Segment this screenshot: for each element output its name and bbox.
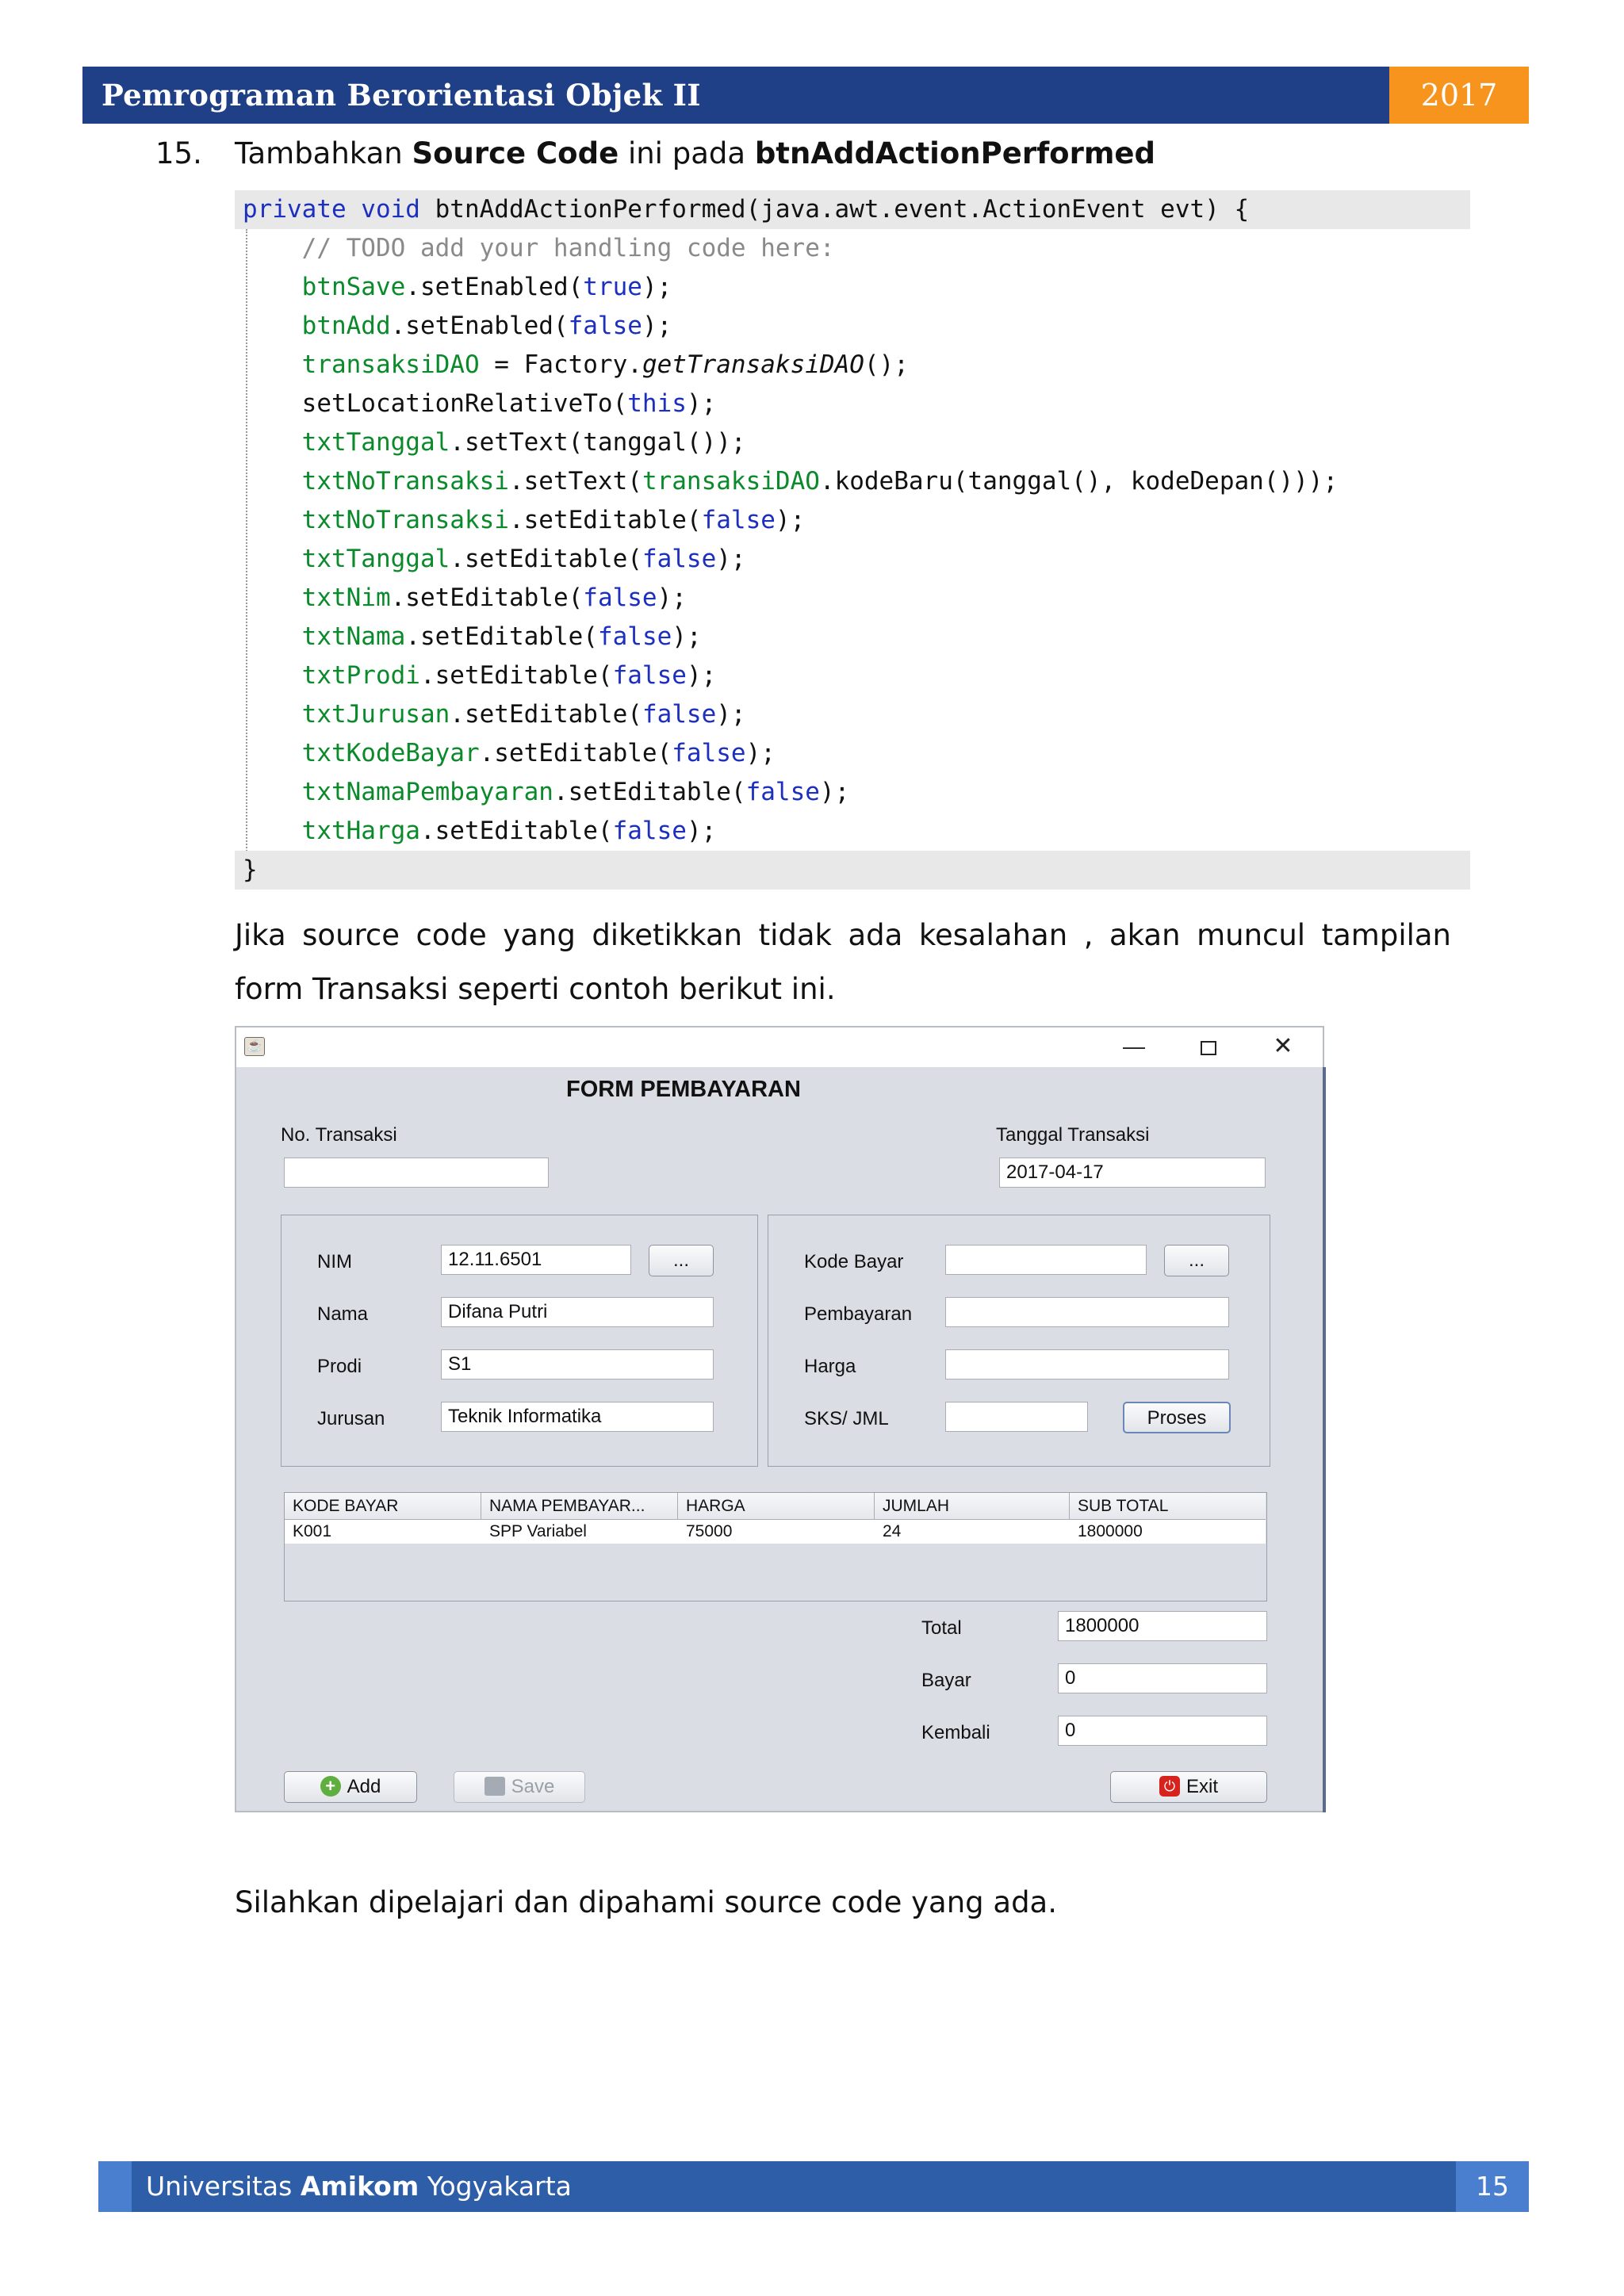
paragraph-closing: Silahkan dipelajari dan dipahami source code yang ada. <box>235 1885 1057 1919</box>
nim-label: NIM <box>317 1251 352 1272</box>
code-sig-rest: btnAddActionPerformed(java.awt.event.ActionEvent evt) { <box>435 195 1250 224</box>
tanggal-transaksi-label: Tanggal Transaksi <box>996 1124 1150 1146</box>
app-window <box>235 1026 1324 1812</box>
proses-button[interactable]: Proses <box>1123 1402 1231 1433</box>
step-middle: ini pada <box>627 136 746 170</box>
code-line <box>235 307 1470 346</box>
save-icon <box>485 1777 505 1796</box>
close-icon[interactable]: ✕ <box>1273 1033 1293 1059</box>
code-call: .setText( <box>508 467 642 496</box>
table-header-row <box>285 1493 1266 1520</box>
code-line <box>235 268 1470 307</box>
code-signature <box>235 190 1470 229</box>
code-line <box>235 812 1470 851</box>
step-bold-source-code: Source Code <box>412 136 619 170</box>
footer-university <box>146 2161 572 2212</box>
code-object: txtNoTransaksi <box>301 506 509 534</box>
code-closing: } <box>235 851 1470 890</box>
pembayaran-field[interactable] <box>945 1297 1229 1327</box>
harga-label: Harga <box>804 1356 856 1377</box>
header-title: Pemrograman Berorientasi Objek II <box>102 78 701 113</box>
jurusan-label: Jurusan <box>317 1408 385 1429</box>
pembayaran-label: Pembayaran <box>804 1303 913 1325</box>
code-line <box>235 579 1470 618</box>
code-argument: false <box>612 661 687 690</box>
window-edge <box>1323 1067 1326 1812</box>
code-argument: false <box>745 778 820 806</box>
code-line <box>235 695 1470 734</box>
code-argument: false <box>642 700 717 729</box>
code-argument: transaksiDAO <box>642 467 820 496</box>
table-header-sub-total[interactable]: SUB TOTAL <box>1078 1497 1169 1515</box>
page-header <box>82 67 1529 124</box>
kembali-label: Kembali <box>921 1722 990 1743</box>
code-object: txtProdi <box>301 661 420 690</box>
code-argument: this <box>627 389 687 418</box>
jurusan-field[interactable]: Teknik Informatika <box>441 1402 714 1432</box>
no-transaksi-field[interactable] <box>284 1158 549 1188</box>
code-end: ); <box>657 584 687 612</box>
table-header-kode-bayar[interactable]: KODE BAYAR <box>285 1493 481 1520</box>
code-end: ); <box>686 389 717 418</box>
code-object: txtNim <box>301 584 391 612</box>
add-button[interactable] <box>284 1771 417 1803</box>
browse-nim-button[interactable]: ... <box>649 1245 714 1276</box>
code-end: ); <box>642 312 672 340</box>
code-end: ); <box>686 817 717 845</box>
code-call: .setEditable( <box>419 661 613 690</box>
code-line <box>235 773 1470 812</box>
code-line <box>235 385 1470 423</box>
code-call: .setEditable( <box>390 584 584 612</box>
code-argument: false <box>672 739 746 767</box>
footer-prefix: Universitas <box>146 2171 293 2202</box>
add-button-label: Add <box>347 1776 381 1797</box>
code-argument: false <box>642 545 717 573</box>
code-call: .setText(tanggal()); <box>450 428 746 457</box>
code-argument: false <box>597 622 672 651</box>
save-button-label: Save <box>511 1776 555 1797</box>
kode-bayar-label: Kode Bayar <box>804 1251 904 1272</box>
code-comment <box>235 229 1470 268</box>
table-header-jumlah[interactable]: JUMLAH <box>875 1493 1070 1520</box>
java-app-icon: ☕ <box>244 1037 265 1056</box>
table-cell-sub-total: 1800000 <box>1078 1522 1143 1540</box>
code-line <box>235 618 1470 656</box>
code-argument: false <box>568 312 642 340</box>
footer-accent <box>98 2161 132 2212</box>
harga-field[interactable] <box>945 1349 1229 1380</box>
code-call: setLocationRelativeTo( <box>301 389 628 418</box>
code-call: .setEditable( <box>419 817 613 845</box>
code-end: ); <box>642 273 672 301</box>
tanggal-transaksi-field[interactable]: 2017-04-17 <box>999 1158 1266 1188</box>
total-field[interactable]: 1800000 <box>1058 1611 1267 1641</box>
code-object: txtNamaPembayaran <box>301 778 553 806</box>
payment-table <box>284 1492 1267 1601</box>
prodi-field[interactable]: S1 <box>441 1349 714 1380</box>
code-call: .setEditable( <box>508 506 702 534</box>
code-argument: false <box>612 817 687 845</box>
code-object: txtNoTransaksi <box>301 467 509 496</box>
power-icon: ⏻ <box>1159 1776 1180 1797</box>
code-argument: true <box>583 273 642 301</box>
footer-bold: Amikom <box>300 2171 419 2202</box>
step-number: 15. <box>155 136 202 170</box>
code-object: txtKodeBayar <box>301 739 480 767</box>
bayar-field[interactable]: 0 <box>1058 1663 1267 1693</box>
window-titlebar <box>236 1027 1323 1067</box>
code-end: ); <box>716 700 746 729</box>
footer-suffix: Yogyakarta <box>427 2171 572 2202</box>
code-call: .setEditable( <box>450 545 642 573</box>
minimize-icon[interactable]: — <box>1123 1034 1145 1058</box>
sks-jml-label: SKS/ JML <box>804 1408 889 1429</box>
code-object: txtTanggal <box>301 545 450 573</box>
prodi-label: Prodi <box>317 1356 362 1377</box>
code-call: .setEditable( <box>450 700 642 729</box>
kode-bayar-field[interactable] <box>945 1245 1147 1275</box>
sks-jml-field[interactable] <box>945 1402 1088 1432</box>
code-object: transaksiDAO <box>301 350 480 379</box>
table-row[interactable] <box>285 1520 1266 1544</box>
page-footer <box>98 2161 1529 2212</box>
table-header-harga[interactable]: HARGA <box>678 1493 875 1520</box>
table-cell-jumlah: 24 <box>883 1522 902 1540</box>
code-end: ); <box>819 778 850 806</box>
code-call: .setEnabled( <box>405 273 584 301</box>
code-argument: false <box>583 584 657 612</box>
code-sig-keywords: private void <box>243 195 420 224</box>
code-line <box>235 501 1470 540</box>
code-line <box>235 423 1470 462</box>
code-object: txtHarga <box>301 817 420 845</box>
code-end: .kodeBaru(tanggal(), kodeDepan())); <box>819 467 1339 496</box>
code-end: ); <box>686 661 717 690</box>
table-cell-harga: 75000 <box>686 1522 733 1540</box>
code-line <box>235 346 1470 385</box>
step-bold-method: btnAddActionPerformed <box>754 136 1155 170</box>
page-number: 15 <box>1456 2161 1529 2212</box>
code-object: btnAdd <box>301 312 391 340</box>
exit-button-label: Exit <box>1185 1776 1218 1797</box>
code-end: ); <box>775 506 806 534</box>
code-line <box>235 734 1470 773</box>
save-button[interactable] <box>454 1771 585 1803</box>
code-argument: getTransaksiDAO <box>642 350 864 379</box>
code-line <box>235 540 1470 579</box>
code-call: .setEditable( <box>405 622 598 651</box>
code-object: txtTanggal <box>301 428 450 457</box>
code-call: = Factory. <box>479 350 642 379</box>
code-object: txtJurusan <box>301 700 450 729</box>
code-line <box>235 656 1470 695</box>
nama-label: Nama <box>317 1303 369 1325</box>
table-cell-kode-bayar: K001 <box>293 1522 332 1540</box>
table-cell-nama-pembayaran: SPP Variabel <box>489 1522 587 1540</box>
nama-field[interactable]: Difana Putri <box>441 1297 714 1327</box>
paragraph-intro: Jika source code yang diketikkan tidak ada kesalahan , akan muncul tampilan form Transaksi seperti contoh berikut ini. <box>235 918 1451 1006</box>
code-argument: false <box>701 506 776 534</box>
total-label: Total <box>921 1617 962 1639</box>
code-object: btnSave <box>301 273 406 301</box>
browse-kode-bayar-button[interactable]: ... <box>1164 1245 1229 1276</box>
header-year: 2017 <box>1389 67 1529 124</box>
code-end: (); <box>864 350 909 379</box>
form-title: FORM PEMBAYARAN <box>566 1077 801 1102</box>
no-transaksi-label: No. Transaksi <box>281 1124 397 1146</box>
exit-button[interactable] <box>1110 1771 1267 1803</box>
step-text <box>235 136 1155 170</box>
code-line <box>235 462 1470 501</box>
code-object: txtNama <box>301 622 406 651</box>
table-header-nama-pembayaran[interactable]: NAMA PEMBAYAR... <box>481 1493 678 1520</box>
code-call: .setEditable( <box>479 739 672 767</box>
add-icon: + <box>320 1776 341 1797</box>
code-end: ); <box>716 545 746 573</box>
code-end: ); <box>745 739 776 767</box>
code-call: .setEnabled( <box>390 312 569 340</box>
step-prefix: Tambahkan <box>235 136 403 170</box>
kembali-field[interactable]: 0 <box>1058 1716 1267 1746</box>
code-block <box>235 190 1470 893</box>
code-comment-text: // TODO add your handling code here: <box>301 234 835 262</box>
bayar-label: Bayar <box>921 1670 971 1691</box>
code-call: .setEditable( <box>553 778 746 806</box>
maximize-icon[interactable] <box>1193 1032 1224 1061</box>
nim-field[interactable]: 12.11.6501 <box>441 1245 631 1275</box>
code-end: ); <box>672 622 702 651</box>
